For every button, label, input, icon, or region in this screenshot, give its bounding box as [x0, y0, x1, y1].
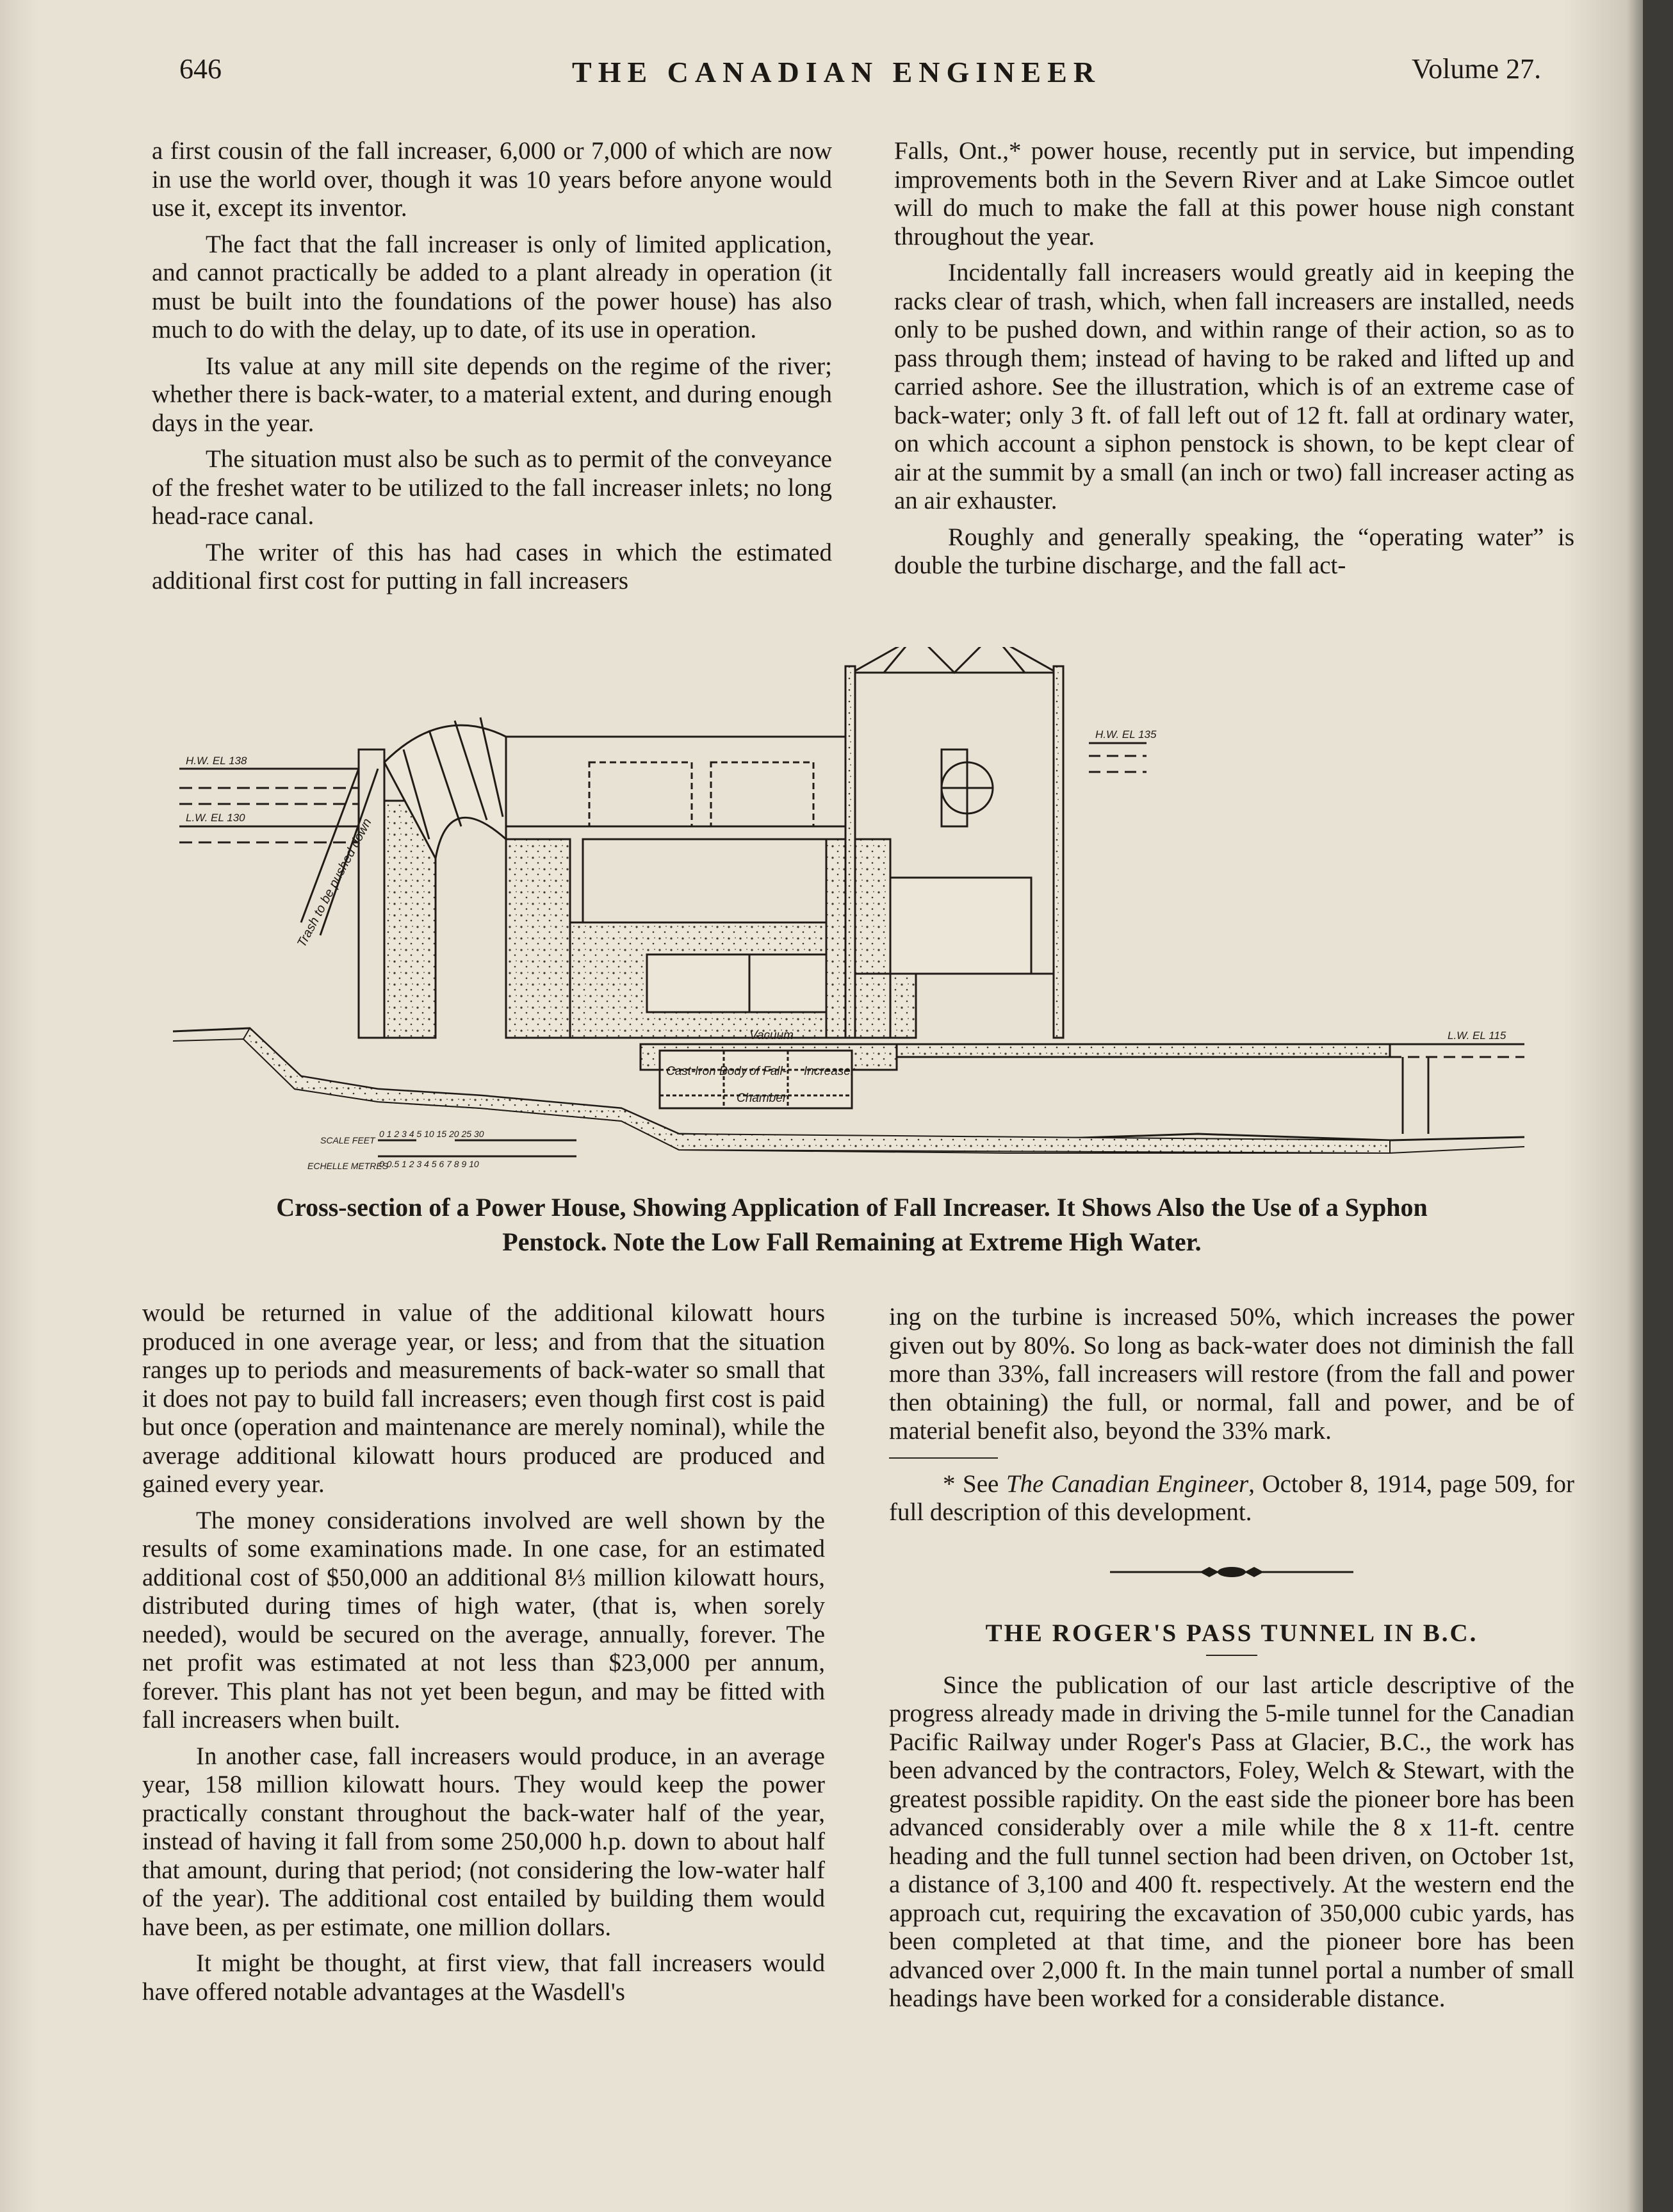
paragraph: The situation must also be such as to permit of the conveyance of the freshet water to be utilized to the fall increaser inlets; no long head-race canal.	[152, 445, 832, 530]
article-body: Since the publication of our last article descriptive of the progress already made in driving the 5-mile tunnel for the Canadian Pacific Railway under Roger's Pass at Glacier, B.C., the work has been advanced by the contractors, Foley, Welch & Stewart, with the greatest possible rapidity. On the east side the pioneer bore has been advanced considerably over a mile while the 8 x 11-ft. centre heading and the full tunnel section had been driven, on October 1st, a distance of 3,100 and 400 ft. respectively. At the western end the approach cut, requiring the excavation of 350,000 cubic yards, has been completed at that time, and the pioneer bore has been advanced over 2,000 ft. In the main tunnel portal a number of small headings have been worked for a considerable distance.	[889, 1671, 1574, 2012]
column-bottom-right	[889, 1303, 1574, 2021]
column-top-left	[152, 137, 832, 603]
article-title: THE ROGER'S PASS TUNNEL IN B.C.	[985, 1619, 1478, 1647]
paragraph: would be returned in value of the additional kilowatt hours produced in one average year, or less; and from that the situation ranges up to periods and measurements of back-water so small that it does not pay to build fall increasers; even though first cost is paid but once (operation and maintenance are merely nominal), while the average additional kilowatt hours produced are produced and gained every year.	[142, 1299, 825, 1498]
paragraph: a first cousin of the fall increaser, 6,000 or 7,000 of which are now in use the world over, though it was 10 years before anyone would use it, except its inventor.	[152, 137, 832, 222]
footnote-journal: The Canadian Engineer	[1006, 1470, 1249, 1498]
label-trash: Trash to be pushed down	[294, 816, 375, 950]
page-gutter	[1643, 0, 1673, 2212]
label-lw-left: L.W. EL 130	[186, 812, 245, 824]
label-hw-right: H.W. EL 135	[1095, 728, 1157, 741]
label-iron-body: Iron Body	[695, 1065, 747, 1078]
paragraph: In another case, fall increasers would produce, in an average year, 158 million kilowatt hours. They would keep the power practically constant throughout the back-water half of the year, instead of having it fall from some 250,000 h.p. down to about half that amount, during that period; (not considering the low-water half of the year). The additional cost entailed by building them would have been, as per estimate, one million dollars.	[142, 1742, 825, 1941]
label-chamber: Chamber	[737, 1092, 787, 1105]
scale-feet-ticks: 0 1 2 3 4 5 10 15 20 25 30	[379, 1129, 484, 1139]
footnote-rule	[889, 1457, 998, 1459]
footnote	[889, 1470, 1574, 1527]
paragraph: The fact that the fall increaser is only of limited application, and cannot practically be added to a plant already in operation (it must be built into the foundations of the power house) has also much to do with the delay, up to date, of its use in operation.	[152, 230, 832, 343]
label-hw-left: H.W. EL 138	[186, 755, 247, 767]
label-scale-metres: ECHELLE METRES	[307, 1161, 389, 1171]
paragraph: The writer of this has had cases in which the estimated additional first cost for putting in fall increasers	[152, 538, 832, 594]
journal-title: THE CANADIAN ENGINEER	[572, 56, 1101, 88]
column-bottom-left	[142, 1299, 825, 2014]
paragraph: Falls, Ont.,* power house, recently put in service, but impending improvements both in the Severn River and at Lake Simcoe outlet will do much to make the fall at this power house nigh constant throughout the year.	[894, 137, 1574, 250]
paragraph: The money considerations involved are well shown by the results of some examinations made. In one case, for an estimated additional cost of $50,000 an additional 8⅓ million kilowatt hours, distributed during times of high water, (that is, when sorely needed), would be secured on the average, annually, forever. The net profit was estimated at not less than $23,000 per annum, forever. This plant has not yet been begun, and may be fitted with fall increasers when built.	[142, 1506, 825, 1733]
label-cast: Cast-	[666, 1065, 696, 1078]
label-increaser: Increaser	[804, 1065, 855, 1078]
footnote-prefix: * See	[943, 1470, 1006, 1498]
paragraph: ing on the turbine is increased 50%, which increases the power given out by 80%. So long as back-water does not diminish the fall more than 33%, fall increasers will restore (from the fall and power then obtaining) the full, or normal, fall and power, and be of material benefit also, beyond the 33% mark.	[889, 1303, 1574, 1445]
caption-line-1: Cross-section of a Power House, Showing Application of Fall Increaser. It Shows Also the Use of a Syphon	[276, 1193, 1428, 1222]
label-of-fall: of Fall-	[749, 1065, 787, 1078]
footnote-rest: , October 8, 1914, page 509, for full description of this development.	[889, 1470, 1575, 1526]
page-number: 646	[179, 53, 222, 85]
section-ornament	[889, 1559, 1574, 1585]
label-scale-feet: SCALE FEET	[320, 1135, 375, 1145]
paragraph: Roughly and generally speaking, the “operating water” is double the turbine discharge, and the fall act-	[894, 523, 1574, 579]
caption-line-2: Penstock. Note the Low Fall Remaining at Extreme High Water.	[502, 1227, 1202, 1256]
title-rule	[1206, 1655, 1257, 1656]
label-vacuum: Vacuum	[749, 1029, 794, 1042]
column-top-right	[894, 137, 1574, 588]
paragraph: Its value at any mill site depends on the regime of the river; whether there is back-water, to a material extent, and during enough days in the year.	[152, 352, 832, 437]
figure-caption	[160, 1190, 1544, 1259]
label-lw-right: L.W. EL 115	[1448, 1029, 1506, 1042]
volume-label: Volume 27.	[1412, 53, 1542, 85]
paragraph: It might be thought, at first view, that fall increasers would have offered notable advantages at the Wasdell's	[142, 1949, 825, 2006]
scale-metres-ticks: 0 0.5 1 2 3 4 5 6 7 8 9 10	[379, 1159, 479, 1169]
power-house-cross-section-figure	[173, 647, 1524, 1179]
paragraph: Incidentally fall increasers would greatly aid in keeping the racks clear of trash, which, when fall increasers are installed, needs only to be pushed down, and within range of their action, so as to pass through them; instead of having to be raked and lifted up and carried ashore. See the illustration, which is of an extreme case of back-water; only 3 ft. of fall left out of 12 ft. fall at ordinary water, on which account a siphon penstock is shown, to be kept clear of air at the summit by a small (an inch or two) fall increaser acting as an air exhauster.	[894, 259, 1574, 514]
